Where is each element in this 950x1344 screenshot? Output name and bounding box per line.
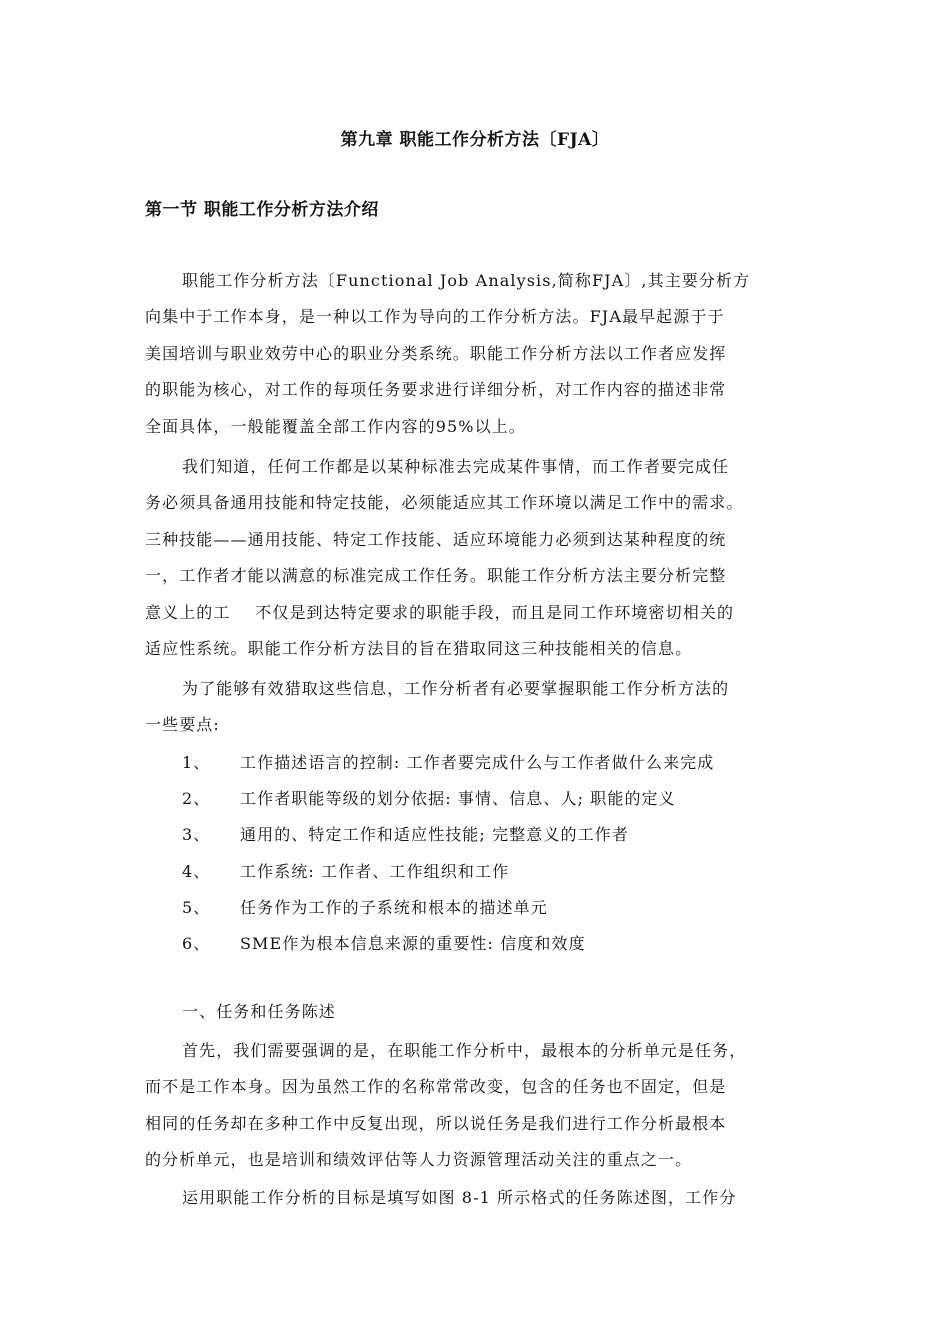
- paragraph-line: 运用职能工作分析的目标是填写如图 8-1 所示格式的任务陈述图，工作分: [182, 1188, 737, 1207]
- list-item: [182, 781, 714, 817]
- paragraph-line: 三种技能——通用技能、特定工作技能、适应环境能力必须到达某种程度的统: [145, 529, 727, 549]
- list-number: 3、: [182, 825, 211, 845]
- paragraph-line: 向集中于工作本身，是一种以工作为导向的工作分析方法。FJA最早起源于于: [145, 307, 725, 327]
- list-item: [182, 745, 714, 781]
- subsection-title: 一、任务和任务陈述: [182, 1002, 336, 1021]
- paragraph-line: 意义上的工 不仅是到达特定要求的职能手段，而且是同工作环境密切相关的: [145, 602, 735, 622]
- list-text: SME作为根本信息来源的重要性: 信度和效度: [240, 933, 586, 953]
- paragraph-line: 适应性系统。职能工作分析方法目的旨在猎取同这三种技能相关的信息。: [145, 639, 693, 659]
- paragraph-intro: [145, 263, 810, 445]
- paragraph-line: 首先，我们需要强调的是，在职能工作分析中，最根本的分析单元是任务，: [182, 1041, 747, 1060]
- list-number: 1、: [182, 753, 211, 772]
- paragraph-line: 的分析单元，也是培训和绩效评估等人力资源管理活动关注的重点之一。: [145, 1150, 693, 1170]
- list-item: [182, 890, 714, 926]
- paragraph-objective: [145, 1180, 810, 1216]
- chapter-title: 第九章 职能工作分析方法〔FJA〕: [340, 130, 610, 150]
- paragraph-tasks: [145, 1033, 810, 1179]
- paragraph-line: 为了能够有效猎取这些信息，工作分析者有必要掌握职能工作分析方法的: [182, 679, 730, 698]
- paragraph-line: 相同的任务却在多种工作中反复出现，所以说任务是我们进行工作分析最根本: [145, 1113, 727, 1133]
- paragraph-line: 务必须具备通用技能和特定技能，必须能适应其工作环境以满足工作中的需求。: [145, 493, 744, 513]
- paragraph-line: 一，工作者才能以满意的标准完成工作任务。职能工作分析方法主要分析完整: [145, 566, 727, 586]
- paragraph-line: 我们知道，任何工作都是以某种标准去完成某件事情，而工作者要完成任: [182, 457, 730, 476]
- paragraph-line: 全面具体，一般能覆盖全部工作内容的95%以上。: [145, 416, 526, 436]
- list-text: 任务作为工作的子系统和根本的描述单元: [240, 897, 548, 917]
- list-number: 6、: [182, 933, 211, 953]
- paragraph-line: 而不是工作本身。因为虽然工作的名称常常改变，包含的任务也不固定，但是: [145, 1077, 727, 1097]
- list-number: 2、: [182, 789, 211, 809]
- list-item: [182, 926, 714, 962]
- paragraph-skills: [145, 449, 810, 667]
- paragraph-line: 的职能为核心，对工作的每项任务要求进行详细分析，对工作内容的描述非常: [145, 380, 727, 400]
- list-text: 工作描述语言的控制: 工作者要完成什么与工作者做什么来完成: [240, 753, 715, 772]
- list-text: 工作系统: 工作者、工作组织和工作: [240, 861, 510, 881]
- list-number: 4、: [182, 861, 211, 881]
- list-number: 5、: [182, 897, 211, 917]
- paragraph-line: 美国培训与职业效劳中心的职业分类系统。职能工作分析方法以工作者应发挥: [145, 343, 727, 363]
- list-text: 通用的、特定工作和适应性技能; 完整意义的工作者: [240, 825, 629, 845]
- paragraph-key-points: [145, 671, 810, 744]
- key-points-list: [182, 745, 714, 962]
- paragraph-line: 一些要点:: [145, 715, 220, 735]
- list-item: [182, 854, 714, 890]
- paragraph-line: 职能工作分析方法〔Functional Job Analysis,简称FJA〕,其主要分析方: [182, 271, 751, 290]
- list-text: 工作者职能等级的划分依据: 事情、信息、人; 职能的定义: [240, 789, 676, 809]
- list-item: [182, 817, 714, 853]
- section-title: 第一节 职能工作分析方法介绍: [145, 200, 379, 220]
